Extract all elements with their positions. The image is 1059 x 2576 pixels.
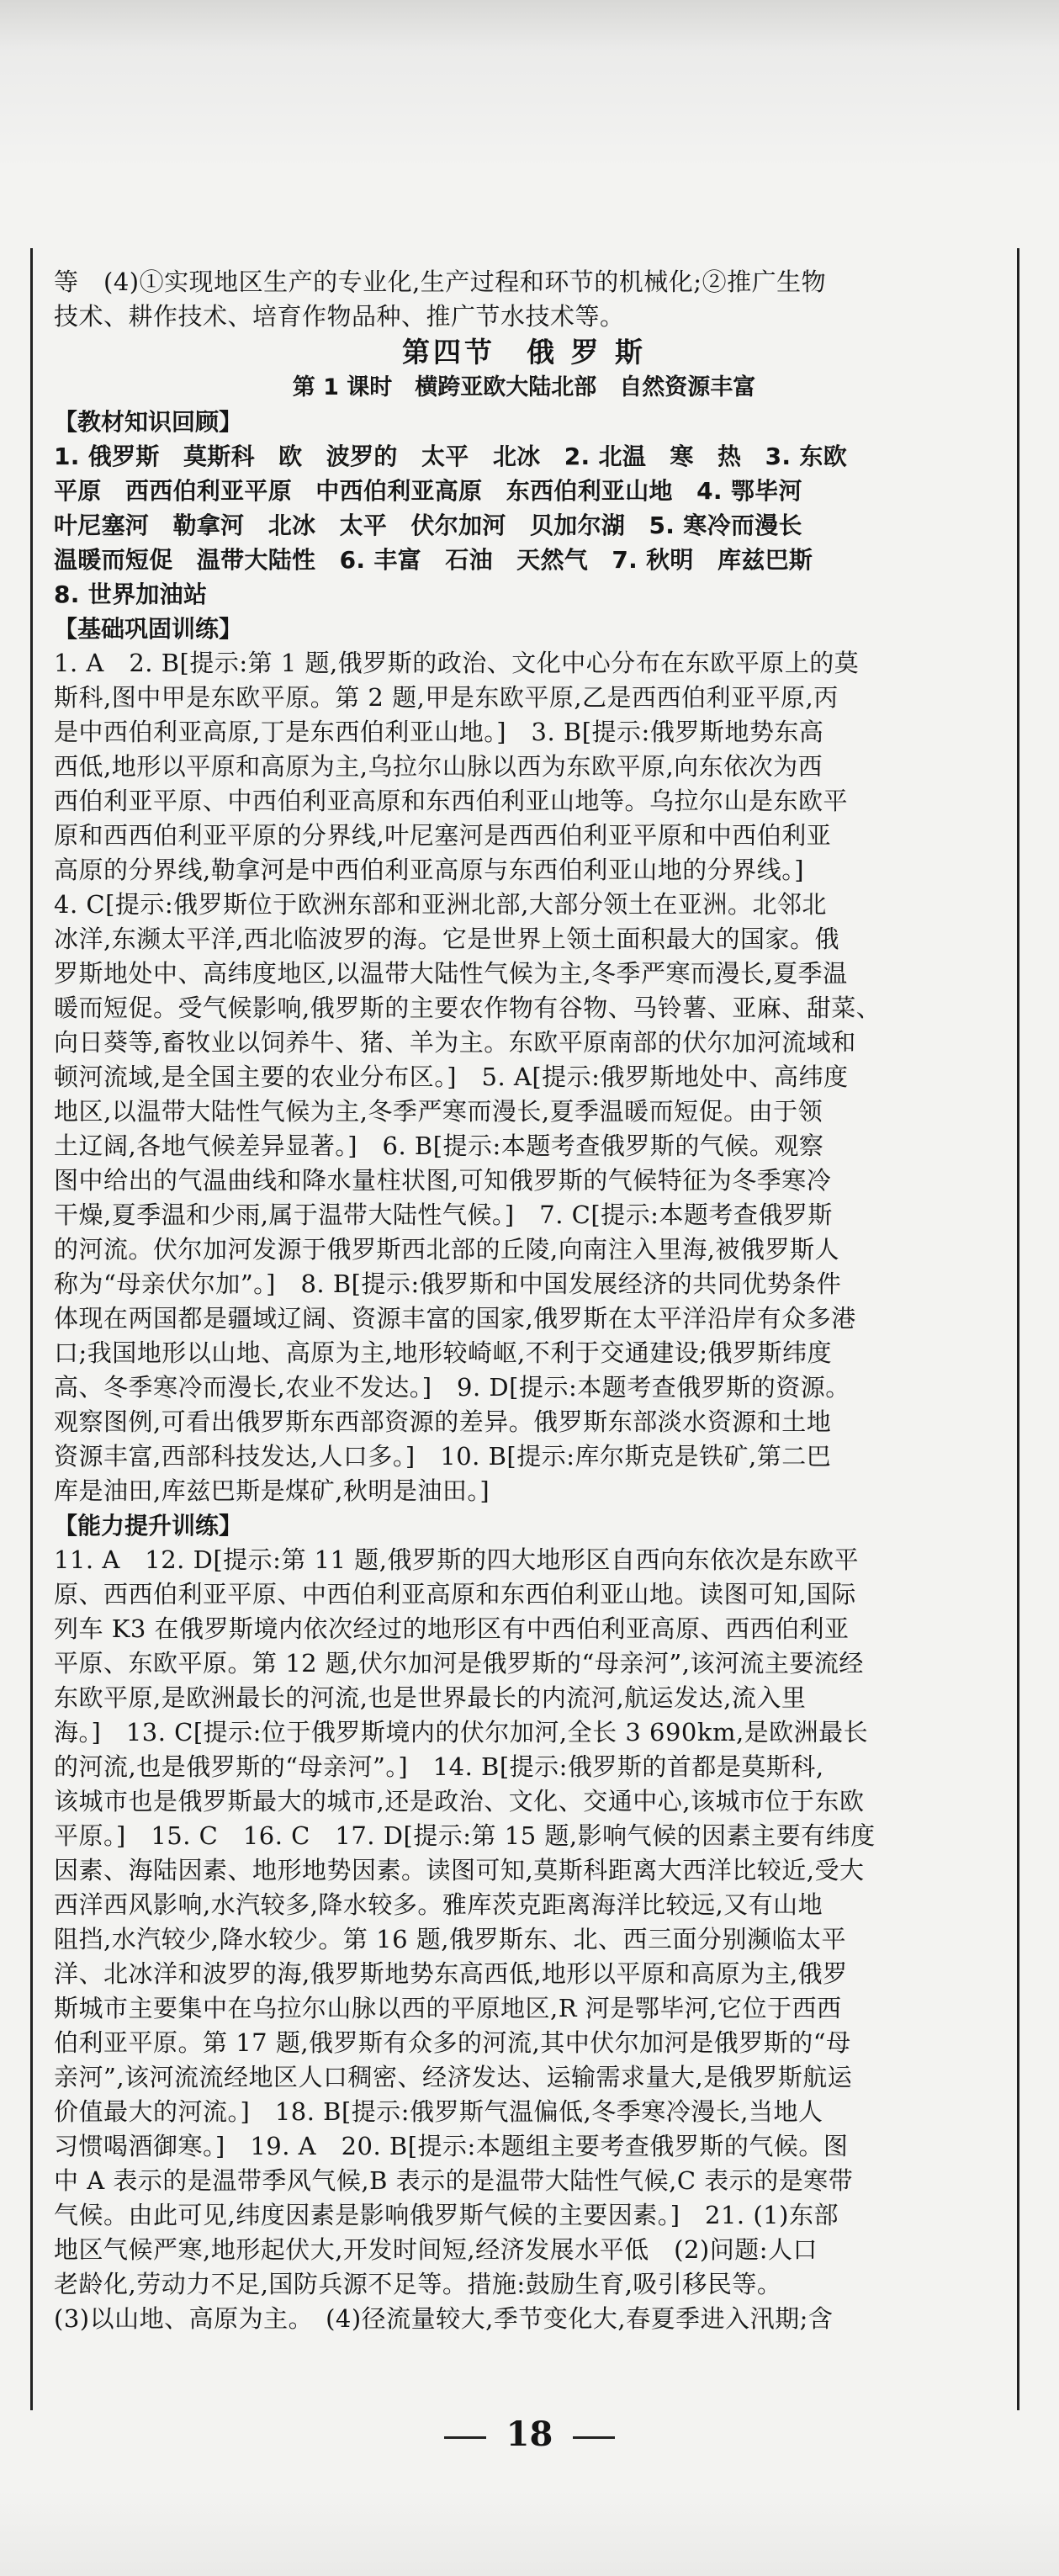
text-line: 洋、北冰洋和波罗的海,俄罗斯地势东高西低,地形以平原和高原为主,俄罗 — [54, 1959, 848, 1988]
text-line: 口;我国地形以山地、高原为主,地形较崎岖,不利于交通建设;俄罗斯纬度 — [54, 1338, 832, 1367]
page-number — [0, 2414, 1059, 2454]
text-line: 亲河”,该河流流经地区人口稠密、经济发达、运输需求量大,是俄罗斯航运 — [54, 2063, 853, 2091]
answer-content — [54, 265, 994, 2336]
text-line: 平原。] 15. C 16. C 17. D[提示:第 15 题,影响气候的因素主要有纬度 — [54, 1821, 876, 1850]
text-line: 8. 世界加油站 — [54, 580, 208, 608]
section-label: 【教材知识回顾】 — [54, 408, 243, 436]
text-line: 是中西伯利亚高原,丁是东西伯利亚山地。] 3. B[提示:俄罗斯地势东高 — [54, 718, 824, 746]
text-line: 叶尼塞河 勒拿河 北冰 太平 伏尔加河 贝加尔湖 5. 寒冷而漫长 — [54, 511, 802, 539]
text-line: 习惯喝酒御寒。] 19. A 20. B[提示:本题组主要考查俄罗斯的气候。图 — [54, 2132, 849, 2160]
text-line: 1. A 2. B[提示:第 1 题,俄罗斯的政治、文化中心分布在东欧平原上的莫 — [54, 649, 860, 677]
text-line: 顿河流域,是全国主要的农业分布区。] 5. A[提示:俄罗斯地处中、高纬度 — [54, 1063, 849, 1091]
ability-section — [54, 1508, 994, 2336]
text-line: 老龄化,劳动力不足,国防兵源不足等。措施:鼓励生育,吸引移民等。 — [54, 2270, 782, 2298]
text-line: 平原、东欧平原。第 12 题,伏尔加河是俄罗斯的“母亲河”,该河流主要流经 — [54, 1649, 864, 1678]
text-line: 该城市也是俄罗斯最大的城市,还是政治、文化、交通中心,该城市位于东欧 — [54, 1787, 865, 1815]
text-line: 西洋西风影响,水汽较多,降水较多。雅库茨克距离海洋比较远,又有山地 — [54, 1890, 823, 1919]
text-line: 11. A 12. D[提示:第 11 题,俄罗斯的四大地形区自西向东依次是东欧平 — [54, 1545, 860, 1574]
text-line: 资源丰富,西部科技发达,人口多。] 10. B[提示:库尔斯克是铁矿,第二巴 — [54, 1442, 832, 1471]
text-line: 暖而短促。受气候影响,俄罗斯的主要农作物有谷物、马铃薯、亚麻、甜菜、 — [54, 994, 882, 1022]
text-line: 西伯利亚平原、中西伯利亚高原和东西伯利亚山地等。乌拉尔山是东欧平 — [54, 787, 849, 815]
text-line: 体现在两国都是疆域辽阔、资源丰富的国家,俄罗斯在太平洋沿岸有众多港 — [54, 1304, 856, 1333]
text-line: 称为“母亲伏尔加”。] 8. B[提示:俄罗斯和中国发展经济的共同优势条件 — [54, 1269, 842, 1298]
text-line: 原、西西伯利亚平原、中西伯利亚高原和东西伯利亚山地。读图可知,国际 — [54, 1580, 856, 1609]
text-line: 向日葵等,畜牧业以饲养牛、猪、羊为主。东欧平原南部的伏尔加河流域和 — [54, 1028, 856, 1057]
text-line: 斯城市主要集中在乌拉尔山脉以西的平原地区,R 河是鄂毕河,它位于西西 — [54, 1994, 842, 2022]
page-number-dash-right — [573, 2436, 615, 2439]
text-line: 高原的分界线,勒拿河是中西伯利亚高原与东西伯利亚山地的分界线。] — [54, 856, 805, 884]
text-line: 阻挡,水汽较少,降水较少。第 16 题,俄罗斯东、北、西三面分别濒临太平 — [54, 1925, 846, 1953]
section-title: 第四节 俄 罗 斯 — [402, 336, 646, 368]
review-section — [54, 405, 994, 612]
text-line: 干燥,夏季温和少雨,属于温带大陆性气候。] 7. C[提示:本题考查俄罗斯 — [54, 1201, 833, 1229]
text-line: 温暖而短促 温带大陆性 6. 丰富 石油 天然气 7. 秋明 库兹巴斯 — [54, 546, 813, 574]
page-number-dash-left — [444, 2436, 486, 2439]
text-line: 海。] 13. C[提示:位于俄罗斯境内的伏尔加河,全长 3 690km,是欧洲最长 — [54, 1718, 869, 1746]
text-line: 的河流,也是俄罗斯的“母亲河”。] 14. B[提示:俄罗斯的首都是莫斯科, — [54, 1752, 824, 1781]
text-line: 技术、耕作技术、培育作物品种、推广节水技术等。 — [54, 302, 625, 331]
text-line: 土辽阔,各地气候差异显著。] 6. B[提示:本题考查俄罗斯的气候。观察 — [54, 1132, 824, 1160]
text-line: 原和西西伯利亚平原的分界线,叶尼塞河是西西伯利亚平原和中西伯利亚 — [54, 821, 832, 850]
text-line: 库是油田,库兹巴斯是煤矿,秋明是油田。] — [54, 1476, 490, 1505]
section-label: 【能力提升训练】 — [54, 1512, 243, 1540]
text-line: 图中给出的气温曲线和降水量柱状图,可知俄罗斯的气候特征为冬季寒冷 — [54, 1166, 832, 1195]
basic-section — [54, 612, 994, 1508]
page-number-value: 18 — [506, 2414, 553, 2454]
text-line: 东欧平原,是欧洲最长的河流,也是世界最长的内流河,航运发达,流入里 — [54, 1683, 807, 1712]
text-line: (3)以山地、高原为主。 (4)径流量较大,季节变化大,春夏季进入汛期;含 — [54, 2304, 834, 2333]
text-line: 列车 K3 在俄罗斯境内依次经过的地形区有中西伯利亚高原、西西伯利亚 — [54, 1614, 850, 1643]
text-line: 价值最大的河流。] 18. B[提示:俄罗斯气温偏低,冬季寒冷漫长,当地人 — [54, 2097, 823, 2126]
text-line: 观察图例,可看出俄罗斯东西部资源的差异。俄罗斯东部淡水资源和土地 — [54, 1407, 832, 1436]
text-line: 1. 俄罗斯 莫斯科 欧 波罗的 太平 北冰 2. 北温 寒 热 3. 东欧 — [54, 443, 848, 470]
text-line: 高、冬季寒冷而漫长,农业不发达。] 9. D[提示:本题考查俄罗斯的资源。 — [54, 1373, 850, 1402]
text-line: 平原 西西伯利亚平原 中西伯利亚高原 东西伯利亚山地 4. 鄂毕河 — [54, 477, 802, 505]
text-line: 因素、海陆因素、地形地势因素。读图可知,莫斯科距离大西洋比较近,受大 — [54, 1856, 865, 1884]
text-line: 冰洋,东濒太平洋,西北临波罗的海。它是世界上领土面积最大的国家。俄 — [54, 925, 839, 953]
text-line: 等 (4)①实现地区生产的专业化,生产过程和环节的机械化;②推广生物 — [54, 268, 827, 296]
lesson-title: 第 1 课时 横跨亚欧大陆北部 自然资源丰富 — [292, 374, 756, 400]
text-line: 4. C[提示:俄罗斯位于欧洲东部和亚洲北部,大部分领土在亚洲。北邻北 — [54, 890, 827, 919]
text-line: 地区气候严寒,地形起伏大,开发时间短,经济发展水平低 (2)问题:人口 — [54, 2235, 818, 2264]
text-line: 中 A 表示的是温带季风气候,B 表示的是温带大陆性气候,C 表示的是寒带 — [54, 2166, 854, 2195]
text-line: 伯利亚平原。第 17 题,俄罗斯有众多的河流,其中伏尔加河是俄罗斯的“母 — [54, 2028, 851, 2057]
text-line: 气候。由此可见,纬度因素是影响俄罗斯气候的主要因素。] 21. (1)东部 — [54, 2201, 839, 2229]
text-line: 的河流。伏尔加河发源于俄罗斯西北部的丘陵,向南注入里海,被俄罗斯人 — [54, 1235, 839, 1264]
text-line: 斯科,图中甲是东欧平原。第 2 题,甲是东欧平原,乙是西西伯利亚平原,丙 — [54, 683, 839, 712]
text-line: 地区,以温带大陆性气候为主,冬季严寒而漫长,夏季温暖而短促。由于领 — [54, 1097, 823, 1126]
section-label: 【基础巩固训练】 — [54, 615, 243, 643]
text-line: 罗斯地处中、高纬度地区,以温带大陆性气候为主,冬季严寒而漫长,夏季温 — [54, 959, 848, 988]
carryover-text — [54, 265, 994, 334]
text-line: 西低,地形以平原和高原为主,乌拉尔山脉以西为东欧平原,向东依次为西 — [54, 752, 823, 781]
